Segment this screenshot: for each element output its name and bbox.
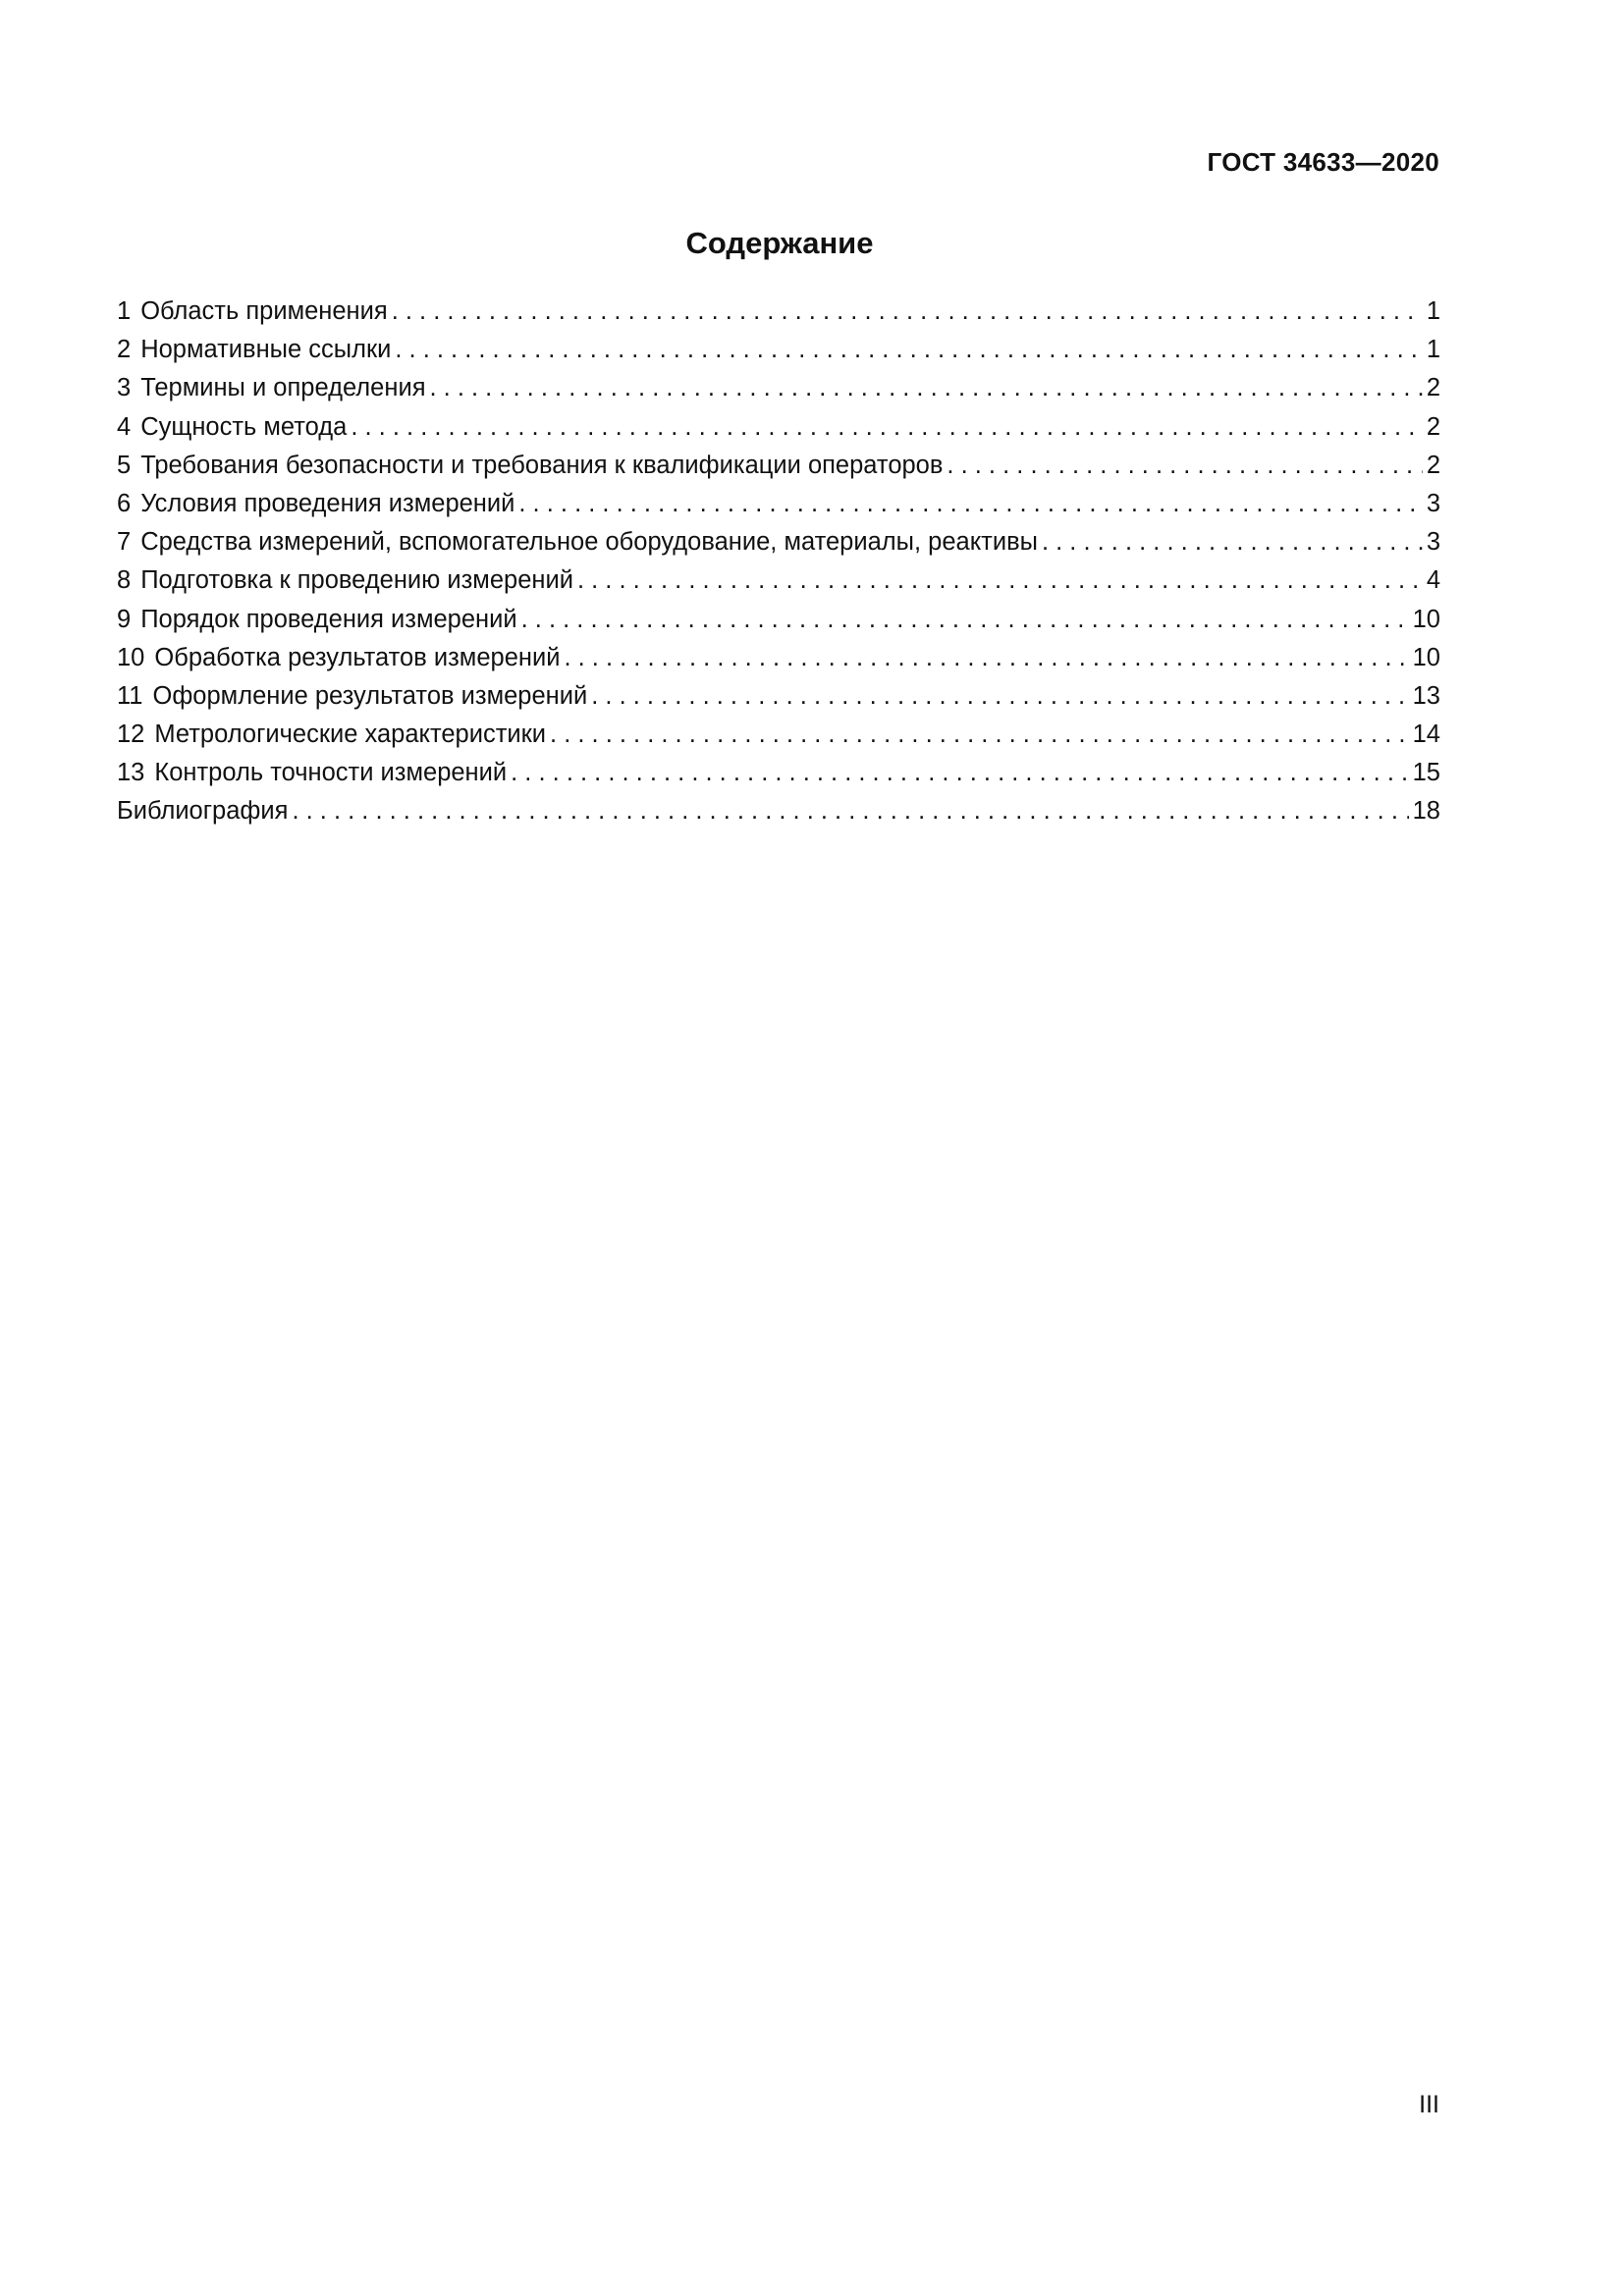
- toc-entry-number: 1: [117, 297, 132, 325]
- toc-entry-number: 10: [117, 643, 145, 671]
- toc-entry-page: 13: [1412, 681, 1440, 710]
- toc-entry-page: 3: [1426, 489, 1440, 517]
- toc-entry-label: [117, 408, 347, 447]
- toc-entry-label: [117, 601, 517, 639]
- toc-entry[interactable]: [117, 293, 1440, 331]
- toc-entry-page: 18: [1412, 797, 1440, 826]
- toc-entry-label: [117, 792, 288, 830]
- toc-entry-number: 9: [117, 605, 132, 633]
- toc-entry-number: 3: [117, 374, 132, 402]
- toc-entry-title: Сущность метода: [140, 412, 348, 441]
- page-title: Содержание: [685, 226, 874, 260]
- toc-entry-number: 5: [117, 451, 132, 479]
- toc-leader-dots: [1042, 523, 1423, 561]
- toc-entry-label: [117, 523, 1038, 561]
- toc-entry-page: 14: [1412, 721, 1440, 749]
- toc-leader-dots: [351, 408, 1422, 447]
- toc-leader-dots: [292, 792, 1408, 830]
- toc-entry[interactable]: [117, 369, 1440, 407]
- toc-entry-number: 4: [117, 412, 132, 441]
- toc-entry-title: Условия проведения измерений: [140, 489, 515, 517]
- toc-entry-title: Обработка результатов измерений: [154, 643, 561, 671]
- toc-leader-dots: [430, 369, 1423, 407]
- toc-entry-title: Контроль точности измерений: [154, 759, 508, 787]
- toc-entry-number: 6: [117, 489, 132, 517]
- toc-entry-label: [117, 754, 507, 792]
- toc-entry-title: Требования безопасности и требования к квалификации операторов: [140, 451, 944, 479]
- toc-leader-dots: [521, 601, 1409, 639]
- toc-entry-page: 1: [1426, 336, 1440, 364]
- toc-entry[interactable]: [117, 331, 1440, 369]
- toc-entry[interactable]: [117, 561, 1440, 600]
- toc-entry-bibliography[interactable]: [117, 792, 1440, 830]
- toc-entry[interactable]: [117, 447, 1440, 485]
- toc-entry-title: Область применения: [140, 297, 388, 325]
- toc-leader-dots: [395, 331, 1422, 369]
- toc-entry-title: Термины и определения: [140, 374, 426, 402]
- toc-entry-title: Средства измерений, вспомогательное оборудование, материалы, реактивы: [140, 528, 1038, 557]
- toc-entry-label: [117, 639, 560, 677]
- toc-leader-dots: [511, 754, 1408, 792]
- toc-entry-number: 2: [117, 336, 132, 364]
- toc-entry-number: 13: [117, 759, 145, 787]
- toc-entry[interactable]: [117, 523, 1440, 561]
- toc-entry-label: [117, 485, 514, 523]
- toc-entry[interactable]: [117, 677, 1440, 716]
- toc-entry-page: 3: [1426, 528, 1440, 557]
- toc-leader-dots: [947, 447, 1422, 485]
- toc-entry-title: Нормативные ссылки: [140, 336, 392, 364]
- toc-entry-page: 10: [1412, 643, 1440, 671]
- toc-entry-number: 8: [117, 566, 132, 595]
- document-code: ГОСТ 34633—2020: [1207, 147, 1439, 177]
- toc-leader-dots: [564, 639, 1408, 677]
- toc-entry-page: 2: [1426, 451, 1440, 479]
- toc-entry-number: 7: [117, 528, 132, 557]
- toc-entry-page: 4: [1426, 566, 1440, 595]
- toc-entry[interactable]: [117, 601, 1440, 639]
- toc-entry-label: [117, 369, 426, 407]
- toc-entry-title: Библиография: [117, 797, 289, 826]
- toc-entry-page: 15: [1412, 759, 1440, 787]
- toc-entry-number: 11: [117, 681, 143, 710]
- toc-entry-title: Порядок проведения измерений: [140, 605, 517, 633]
- toc-leader-dots: [550, 716, 1409, 754]
- toc-entry-label: [117, 561, 573, 600]
- toc-entry[interactable]: [117, 754, 1440, 792]
- toc-entry[interactable]: [117, 485, 1440, 523]
- toc-leader-dots: [392, 293, 1423, 331]
- toc-entry-number: 12: [117, 721, 145, 749]
- toc-entry[interactable]: [117, 716, 1440, 754]
- toc-leader-dots: [518, 485, 1422, 523]
- toc-entry[interactable]: [117, 408, 1440, 447]
- table-of-contents: [117, 293, 1440, 831]
- page-number: III: [1419, 2091, 1439, 2118]
- toc-leader-dots: [591, 677, 1408, 716]
- toc-entry-title: Подготовка к проведению измерений: [140, 566, 573, 595]
- toc-entry[interactable]: [117, 639, 1440, 677]
- toc-entry-page: 10: [1412, 605, 1440, 633]
- toc-entry-label: [117, 293, 388, 331]
- toc-entry-title: Оформление результатов измерений: [152, 681, 588, 710]
- toc-entry-page: 2: [1426, 412, 1440, 441]
- toc-entry-label: [117, 716, 546, 754]
- toc-entry-page: 2: [1426, 374, 1440, 402]
- toc-entry-title: Метрологические характеристики: [154, 721, 547, 749]
- toc-entry-page: 1: [1426, 297, 1440, 325]
- toc-entry-label: [117, 447, 943, 485]
- toc-entry-label: [117, 331, 391, 369]
- toc-leader-dots: [577, 561, 1423, 600]
- toc-entry-label: [117, 677, 587, 716]
